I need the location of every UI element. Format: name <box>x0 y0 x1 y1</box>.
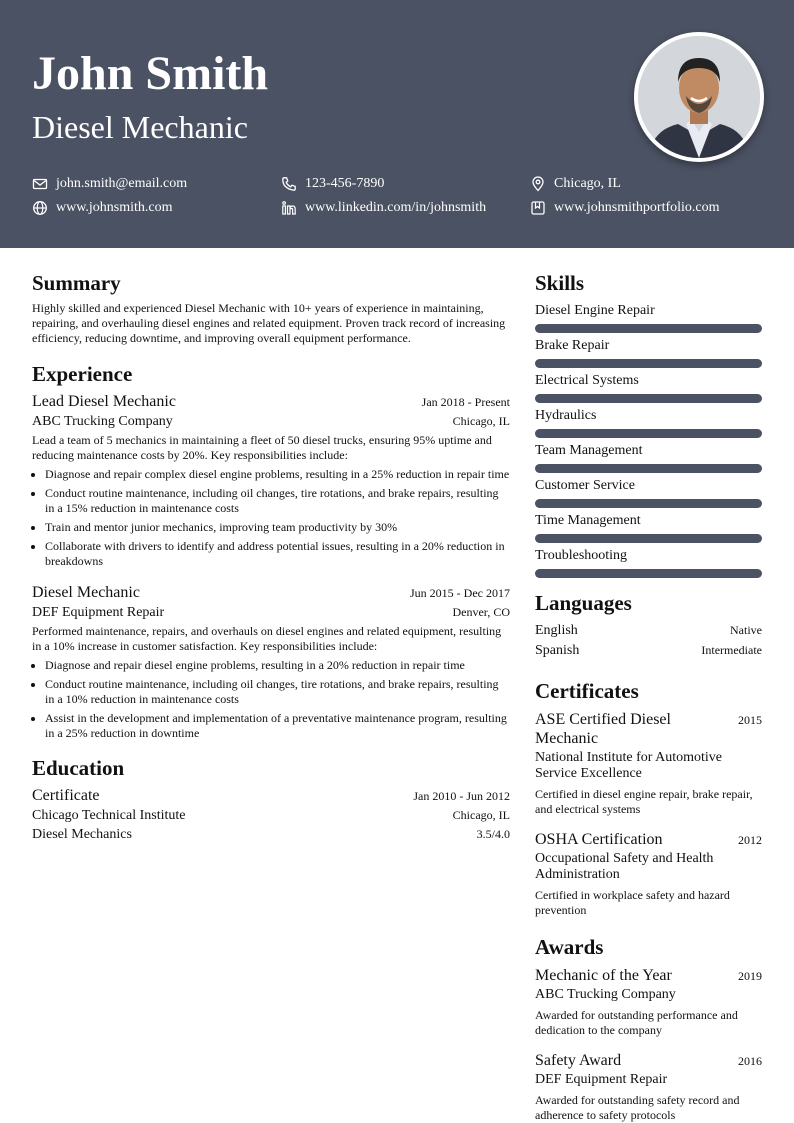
left-column <box>32 270 510 844</box>
certificates-section <box>535 678 762 918</box>
summary-section <box>32 270 510 346</box>
award-year: 2016 <box>738 1054 762 1068</box>
skill-level-track <box>535 359 762 368</box>
skill-level-bar <box>535 429 762 438</box>
job-bullet: • Conduct routine maintenance, including oil changes, tire rotations, and brake repairs, resulting in a 10% reduction in maintenance costs <box>45 677 510 707</box>
resume-header <box>0 0 794 248</box>
job-bullet: • Assist in the development and implementation of a preventative maintenance program, resulting in a 25% reduction in downtime <box>45 711 510 741</box>
certificate-item <box>535 710 762 817</box>
skill-name: Hydraulics <box>535 408 597 423</box>
certificate-title: ASE Certified Diesel Mechanic <box>535 711 671 747</box>
phone-icon <box>281 176 297 192</box>
award-desc: Awarded for outstanding safety record and adherence to safety protocols <box>535 1093 740 1122</box>
education-dates: Jan 2010 - Jun 2012 <box>413 789 510 803</box>
job-bullet: • Train and mentor junior mechanics, improving team productivity by 30% <box>45 520 510 535</box>
profile-photo <box>634 32 764 162</box>
skills-heading: Skills <box>535 271 585 295</box>
job-location: Chicago, IL <box>452 414 510 428</box>
skill-level-bar <box>535 324 762 333</box>
skill-name: Team Management <box>535 443 643 458</box>
skill-item <box>535 302 762 333</box>
contact-linkedin[interactable] <box>281 199 486 217</box>
phone-text: 123-456-7890 <box>305 176 385 191</box>
linkedin-text: www.linkedin.com/in/johnsmith <box>305 200 487 215</box>
language-item <box>535 622 762 640</box>
experience-section <box>32 361 510 741</box>
mail-icon <box>32 176 48 192</box>
skill-level-track <box>535 534 762 543</box>
skill-item <box>535 477 762 508</box>
portfolio-icon <box>530 200 546 216</box>
job-bullets <box>32 467 510 569</box>
skill-name: Brake Repair <box>535 338 610 353</box>
skill-name: Customer Service <box>535 478 635 493</box>
skill-level-track <box>535 464 762 473</box>
skills-list <box>535 302 762 578</box>
awards-section <box>535 934 762 1123</box>
linkedin-icon <box>281 200 297 216</box>
contact-email[interactable] <box>32 175 187 193</box>
skill-item <box>535 547 762 578</box>
job-bullets <box>32 658 510 741</box>
job-location: Denver, CO <box>452 605 510 619</box>
job-role: Diesel Mechanic <box>32 584 140 601</box>
awards-heading: Awards <box>535 935 604 959</box>
contact-phone[interactable] <box>281 175 384 193</box>
education-location: Chicago, IL <box>452 808 510 822</box>
job-description: Performed maintenance, repairs, and overhauls on diesel engines and related equipment, resulting in a 10% increase in customer satisfaction. Key responsibilities include: <box>32 624 502 653</box>
right-column <box>535 270 762 1123</box>
award-year: 2019 <box>738 969 762 983</box>
candidate-title: Diesel Mechanic <box>32 109 248 145</box>
certificate-desc: Certified in workplace safety and hazard prevention <box>535 888 730 917</box>
email-text: john.smith@email.com <box>56 176 188 191</box>
skill-level-bar <box>535 359 762 368</box>
education-heading: Education <box>32 756 125 780</box>
certificates-heading: Certificates <box>535 679 639 703</box>
portfolio-text: www.johnsmithportfolio.com <box>554 200 720 215</box>
language-name: English <box>535 623 578 638</box>
award-title: Safety Award <box>535 1052 622 1069</box>
job-company: ABC Trucking Company <box>32 414 173 429</box>
job-bullet: • Diagnose and repair diesel engine problems, resulting in a 20% reduction in repair time <box>45 658 510 673</box>
certificate-desc: Certified in diesel engine repair, brake repair, and electrical systems <box>535 787 753 816</box>
award-title: Mechanic of the Year <box>535 967 672 984</box>
skill-level-bar <box>535 464 762 473</box>
contact-location <box>530 175 621 193</box>
job-bullet: • Collaborate with drivers to identify and address potential issues, resulting in a 20% reduction in breakdowns <box>45 539 510 569</box>
award-item <box>535 966 762 1038</box>
language-level: Intermediate <box>701 643 762 657</box>
skill-item <box>535 407 762 438</box>
skill-name: Time Management <box>535 513 641 528</box>
summary-text: Highly skilled and experienced Diesel Mechanic with 10+ years of experience in maintaining, repairing, and overhauling diesel engines and related equipment. Proven track record of increasing efficiency, reducing downtime, and improving overall equipment performance. <box>32 301 506 345</box>
skill-item <box>535 337 762 368</box>
globe-icon <box>32 200 48 216</box>
skill-level-bar <box>535 499 762 508</box>
contact-portfolio[interactable] <box>530 199 720 217</box>
job-company: DEF Equipment Repair <box>32 605 165 620</box>
skill-item <box>535 372 762 403</box>
award-item <box>535 1051 762 1123</box>
award-org: DEF Equipment Repair <box>535 1072 668 1087</box>
website-text: www.johnsmith.com <box>56 200 173 215</box>
job-entry <box>32 583 510 741</box>
skill-item <box>535 512 762 543</box>
education-section <box>32 755 510 844</box>
education-degree: Certificate <box>32 787 100 804</box>
language-level: Native <box>730 623 762 637</box>
skills-section <box>535 270 762 578</box>
contact-website[interactable] <box>32 199 173 217</box>
experience-heading: Experience <box>32 362 133 386</box>
skill-level-track <box>535 429 762 438</box>
certificate-item <box>535 830 762 918</box>
job-dates: Jan 2018 - Present <box>421 395 510 409</box>
certificate-org: Occupational Safety and Health Administration <box>535 851 714 882</box>
education-gpa: 3.5/4.0 <box>476 827 510 841</box>
languages-section <box>535 590 762 660</box>
location-text: Chicago, IL <box>554 176 621 191</box>
education-field: Diesel Mechanics <box>32 827 132 842</box>
candidate-name: John Smith <box>32 47 269 100</box>
map-pin-icon <box>530 176 546 192</box>
job-entry <box>32 392 510 569</box>
skill-level-bar <box>535 534 762 543</box>
education-school: Chicago Technical Institute <box>32 808 186 823</box>
award-org: ABC Trucking Company <box>535 987 676 1002</box>
certificate-year: 2015 <box>738 713 762 727</box>
award-desc: Awarded for outstanding performance and dedication to the company <box>535 1008 738 1037</box>
skill-name: Electrical Systems <box>535 373 639 388</box>
job-role: Lead Diesel Mechanic <box>32 393 176 410</box>
skill-level-track <box>535 324 762 333</box>
language-name: Spanish <box>535 643 580 658</box>
skill-level-track <box>535 394 762 403</box>
languages-heading: Languages <box>535 591 632 615</box>
skill-level-track <box>535 569 762 578</box>
language-item <box>535 642 762 660</box>
certificate-org: National Institute for Automotive Service Excellence <box>535 750 723 781</box>
skill-level-bar <box>535 569 762 578</box>
job-dates: Jun 2015 - Dec 2017 <box>410 586 510 600</box>
skill-name: Diesel Engine Repair <box>535 303 655 318</box>
summary-heading: Summary <box>32 271 121 295</box>
skill-level-track <box>535 499 762 508</box>
skill-level-bar <box>535 394 762 403</box>
skill-name: Troubleshooting <box>535 548 628 563</box>
job-bullet: • Conduct routine maintenance, including oil changes, tire rotations, and brake repairs, resulting in a 15% reduction in maintenance costs <box>45 486 510 516</box>
job-description: Lead a team of 5 mechanics in maintaining a fleet of 50 diesel trucks, ensuring 95% uptime and reducing maintenance costs by 20%. Key responsibilities include: <box>32 433 492 462</box>
certificate-title: OSHA Certification <box>535 831 663 848</box>
certificate-year: 2012 <box>738 833 762 847</box>
job-bullet: • Diagnose and repair complex diesel engine problems, resulting in a 25% reduction in repair time <box>45 467 510 482</box>
skill-item <box>535 442 762 473</box>
